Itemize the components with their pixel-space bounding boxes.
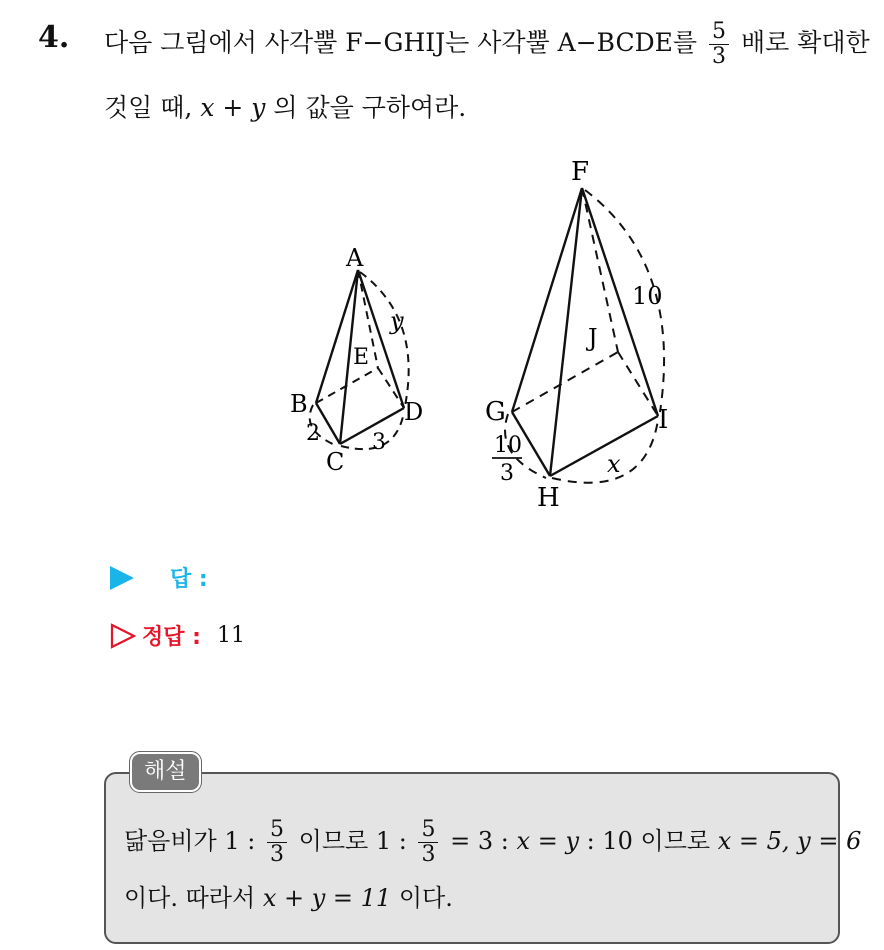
question-text-b: 배로 확대한: [740, 28, 870, 57]
ratio-numerator: 5: [709, 20, 729, 45]
expl-frac2-den: 3: [421, 842, 436, 867]
expl-text-g: =: [537, 827, 558, 855]
answer-label: 답 :: [170, 567, 208, 592]
expl-text-e: = 3 :: [450, 827, 509, 855]
edge-FH: [550, 188, 582, 476]
correct-answer-label: 정답 :: [142, 625, 201, 650]
expl-text-l2a: 이다. 따라서: [124, 884, 256, 912]
explanation-line-2: [124, 878, 453, 913]
label-G: G: [485, 397, 506, 427]
expl-text-i: : 10 이므로: [586, 827, 711, 855]
question-number: 4.: [38, 20, 70, 55]
label-I: I: [658, 405, 669, 435]
edge-JI: [618, 352, 658, 416]
label-F: F: [571, 157, 590, 187]
expl-text-d: 1 :: [375, 827, 407, 855]
edge-label-AD: y: [390, 307, 404, 335]
expl-text-l2c: 이다.: [398, 884, 453, 912]
edge-label-GH-den: 3: [500, 461, 514, 486]
edge-label-CD: 3: [372, 430, 386, 455]
expl-text-c: 이므로: [298, 827, 369, 855]
edge-label-HI: x: [607, 450, 621, 478]
expl-frac2-num: 5: [418, 818, 438, 843]
expl-var-y: y: [565, 827, 579, 855]
question-text-d: 의 값을 구하여라.: [273, 93, 467, 122]
arc-x: [552, 420, 658, 483]
expl-var-x: x: [516, 827, 531, 855]
expl-fraction-1: [267, 818, 287, 867]
correct-answer-value: 11: [216, 623, 245, 648]
arc-y: [360, 272, 409, 406]
explanation-line-1: [124, 818, 861, 867]
label-C: C: [326, 448, 345, 476]
expl-sum: x + y = 11: [262, 884, 392, 912]
label-A: A: [346, 244, 364, 272]
ratio-denominator: 3: [712, 44, 727, 69]
question-text-a: 다음 그림에서 사각뿔 F−GHIJ는 사각뿔 A−BCDE를: [104, 28, 698, 57]
edge-label-FI: 10: [632, 282, 663, 310]
question-text-c: 것일 때,: [104, 93, 193, 122]
question-expression: x + y: [200, 93, 266, 122]
expl-frac1-den: 3: [270, 842, 285, 867]
edge-label-BC: 2: [306, 421, 320, 446]
edge-ED: [378, 368, 404, 408]
expl-text-b: 1 :: [224, 827, 256, 855]
large-pyramid: [505, 188, 664, 483]
outline-arrow-icon: [110, 623, 136, 649]
label-J: J: [588, 324, 598, 352]
edge-label-GH-num: 10: [494, 433, 522, 458]
label-E: E: [353, 345, 370, 370]
label-D: D: [404, 398, 424, 426]
correct-answer-row: [110, 620, 245, 651]
explanation-tab: 해설: [130, 752, 201, 792]
answer-row: [110, 562, 208, 593]
play-arrow-icon: [110, 566, 134, 590]
label-B: B: [290, 390, 308, 418]
expl-frac1-num: 5: [267, 818, 287, 843]
expl-text-a: 닮음비가: [124, 827, 217, 855]
label-H: H: [537, 483, 560, 513]
edge-HI: [550, 416, 658, 476]
expl-result: x = 5, y = 6: [717, 827, 862, 855]
expl-fraction-2: [418, 818, 438, 867]
